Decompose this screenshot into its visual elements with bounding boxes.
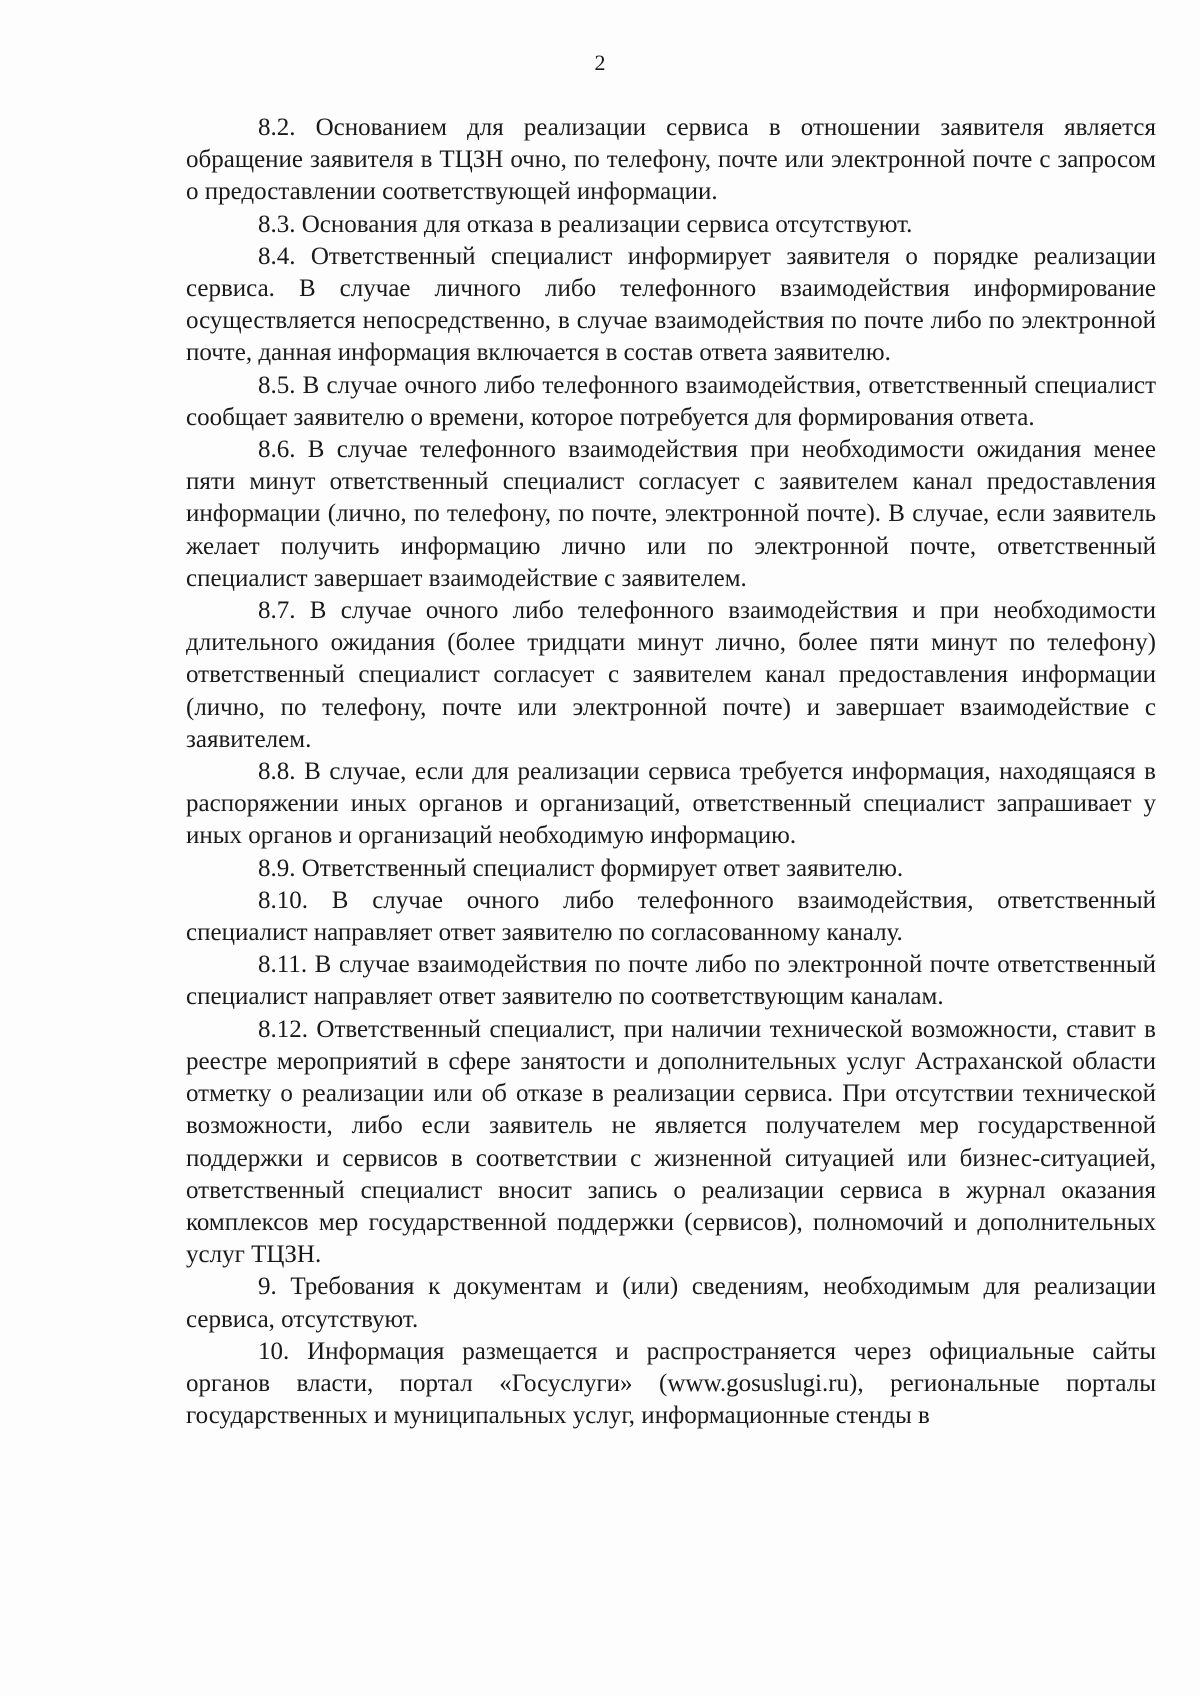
paragraph-8-11: 8.11. В случае взаимодействия по почте либо по электронной почте ответственный специалист направляет ответ заявителю по соответствующим каналам.	[186, 951, 1156, 1011]
paragraph-8-8: 8.8. В случае, если для реализации сервиса требуется информация, находящаяся в распоряжении иных органов и организаций, ответственный специалист запрашивает у иных органов и организаций необходимую информацию.	[186, 758, 1156, 850]
paragraph-8-7: 8.7. В случае очного либо телефонного взаимодействия и при необходимости длительного ожидания (более тридцати минут лично, более пяти минут по телефону) ответственный специалист согласует с заявителем канал предоставления информации (лично, по телефону, почте или электронной почте) и завершает взаимодействие с заявителем.	[186, 597, 1156, 753]
paragraph-8-5: 8.5. В случае очного либо телефонного взаимодействия, ответственный специалист сообщает заявителю о времени, которое потребуется для формирования ответа.	[186, 371, 1156, 431]
paragraph-8-9: 8.9. Ответственный специалист формирует ответ заявителю.	[258, 854, 904, 882]
paragraph-8-4: 8.4. Ответственный специалист информирует заявителя о порядке реализации сервиса. В случае личного либо телефонного взаимодействия информирование осуществляется непосредственно, в случае взаимодействия по почте либо по электронной почте, данная информация включается в состав ответа заявителю.	[186, 242, 1156, 367]
paragraph-9: 9. Требования к документам и (или) сведениям, необходимым для реализации сервиса, отсутствуют.	[186, 1273, 1156, 1333]
paragraph-8-6: 8.6. В случае телефонного взаимодействия при необходимости ожидания менее пяти минут ответственный специалист согласует с заявителем канал предоставления информации (лично, по телефону, по почте, электронной почте). В случае, если заявитель желает получить информацию лично или по электронной почте, ответственный специалист завершает взаимодействие с заявителем.	[186, 436, 1156, 592]
paragraph-10: 10. Информация размещается и распространяется через официальные сайты органов власти, портал «Госуслуги» (www.gosuslugi.ru), региональные порталы государственных и муниципальных услуг, информационные стенды в	[186, 1337, 1156, 1430]
page-number: 2	[594, 50, 606, 75]
paragraph-8-10: 8.10. В случае очного либо телефонного взаимодействия, ответственный специалист направляет ответ заявителю по согласованному каналу.	[186, 886, 1156, 947]
paragraph-8-3: 8.3. Основания для отказа в реализации сервиса отсутствуют.	[258, 210, 913, 238]
document-body	[186, 112, 1156, 1432]
paragraph-8-12: 8.12. Ответственный специалист, при наличии технической возможности, ставит в реестре мероприятий в сфере занятости и дополнительных услуг Астраханской области отметку о реализации или об отказе в реализации сервиса. При отсутствии технической возможности, либо если заявитель не является получателем мер государственной поддержки и сервисов в соответствии с жизненной ситуацией или бизнес-ситуацией, ответственный специалист вносит запись о реализации сервиса в журнал оказания комплексов мер государственной поддержки (сервисов), полномочий и дополнительных услуг ТЦЗН.	[186, 1015, 1156, 1269]
paragraph-8-2: 8.2. Основанием для реализации сервиса в отношении заявителя является обращение заявителя в ТЦЗН очно, по телефону, почте или электронной почте с запросом о предоставлении соответствующей информации.	[186, 114, 1156, 206]
